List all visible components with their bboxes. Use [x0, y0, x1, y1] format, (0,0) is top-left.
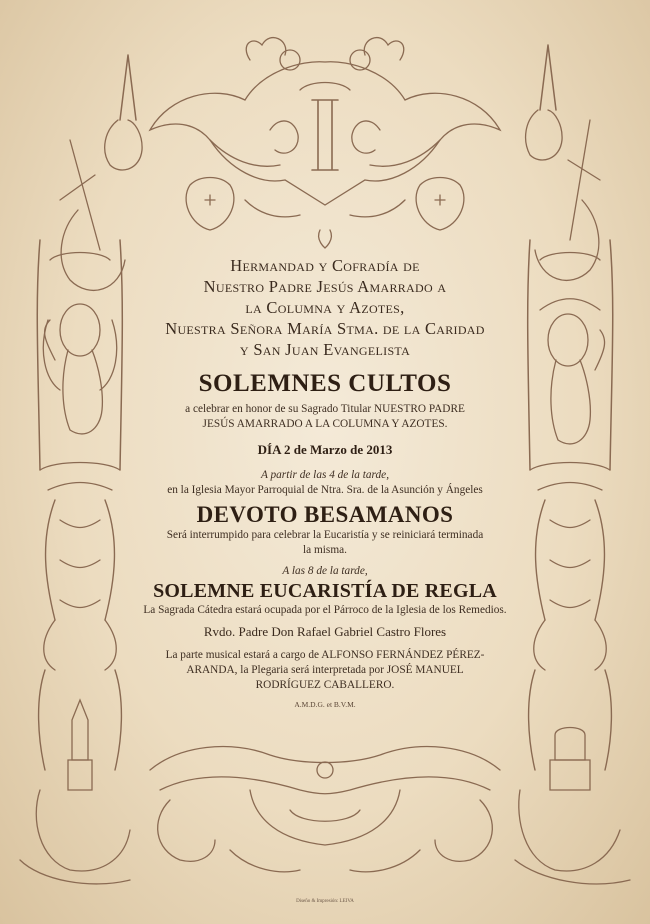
brotherhood-name: [140, 255, 510, 360]
besamanos-title: DEVOTO BESAMANOS: [196, 502, 454, 527]
closing-motto: A.M.D.G. et B.V.M.: [294, 700, 356, 709]
brotherhood-line: y San Juan Evangelista: [239, 340, 411, 359]
intro-line: JESÚS AMARRADO A LA COLUMNA Y AZOTES.: [202, 418, 448, 430]
eucharist-time: A las 8 de la tarde,: [282, 565, 368, 577]
intro-text: [140, 402, 510, 432]
printer-credit: Diseño & Impresión: LEIVA: [296, 899, 354, 904]
event-date: DÍA 2 de Marzo de 2013: [257, 442, 393, 457]
priest-name: Rvdo. Padre Don Rafael Gabriel Castro Flores: [203, 624, 447, 639]
bottom-cartouche-illustration: [150, 747, 500, 872]
cathedra-note: La Sagrada Cátedra estará ocupada por el Párroco de la Iglesia de los Remedios.: [143, 604, 507, 616]
besamanos-note-line: Será interrumpido para celebrar la Eucaristía y se reiniciará terminada: [166, 529, 484, 541]
right-pillar-illustration: [515, 45, 630, 884]
venue: en la Iglesia Mayor Parroquial de Ntra. Sra. de la Asunción y Ángeles: [167, 484, 483, 496]
eucharist-title: SOLEMNE EUCARISTÍA DE REGLA: [153, 580, 497, 602]
brotherhood-line: Nuestra Señora María Stma. de la Caridad: [165, 319, 485, 338]
besamanos-note-line: la misma.: [303, 544, 347, 556]
brotherhood-line: Nuestro Padre Jesús Amarrado a: [203, 277, 447, 296]
start-time: A partir de las 4 de la tarde,: [260, 469, 390, 481]
besamanos-note: [140, 528, 510, 558]
top-crest-illustration: [150, 38, 500, 248]
music-line: ARANDA, la Plegaria será interpretada por JOSÉ MANUEL: [186, 664, 464, 676]
intro-line: a celebrar en honor de su Sagrado Titular NUESTRO PADRE: [185, 403, 465, 415]
left-pillar-illustration: [20, 55, 142, 884]
main-title: SOLEMNES CULTOS: [198, 370, 452, 397]
music-note: [140, 648, 510, 693]
brotherhood-line: Hermandad y Cofradía de: [230, 256, 420, 275]
brotherhood-line: la Columna y Azotes,: [245, 298, 405, 317]
music-line: RODRÍGUEZ CABALLERO.: [255, 679, 395, 691]
invitation-text: [140, 255, 510, 709]
music-line: La parte musical estará a cargo de ALFONSO FERNÁNDEZ PÉREZ-: [165, 649, 485, 661]
